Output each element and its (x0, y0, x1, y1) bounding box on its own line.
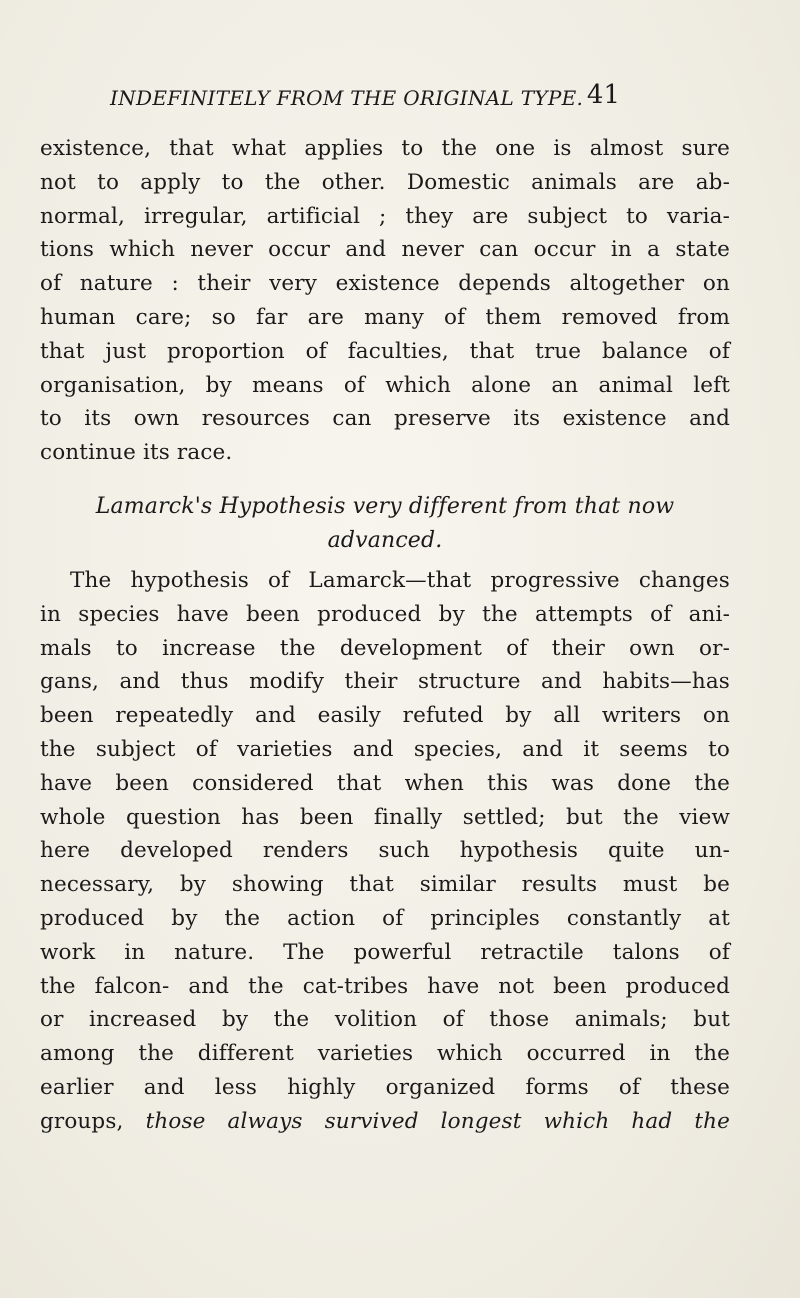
text-line: The hypothesis of Lamarck—that progressive changes (70, 568, 730, 593)
text-line: the falcon- and the cat-tribes have not been produced (40, 973, 730, 999)
text-line: work in nature. The powerful retractile talons of (40, 939, 730, 965)
running-title: INDEFINITELY FROM THE ORIGINAL TYPE. (110, 86, 584, 110)
page-number: 41 (586, 80, 620, 110)
section-heading (40, 490, 730, 558)
text-line: human care; so far are many of them removed from (40, 304, 730, 330)
text-line: produced by the action of principles constantly at (40, 905, 730, 931)
text-line: continue its race. (40, 440, 233, 466)
text-line: existence, that what applies to the one is almost sure (40, 136, 730, 161)
text-line: have been considered that when this was done the (40, 770, 730, 796)
text-line: gans, and thus modify their structure and habits—has (40, 669, 730, 695)
text-line: in species have been produced by the attempts of ani- (40, 601, 730, 627)
paragraph-existence (40, 132, 730, 470)
text-line: of nature : their very existence depends altogether on (40, 271, 730, 297)
text-line: or increased by the volition of those animals; but (40, 1007, 730, 1033)
text-line: whole question has been finally settled; but the view (40, 804, 730, 830)
text-line: the subject of varieties and species, and it seems to (40, 736, 730, 762)
text-line: among the different varieties which occurred in the (40, 1041, 730, 1067)
section-heading-line: Lamarck's Hypothesis very different from that now (95, 494, 675, 519)
paragraph-lamarck (40, 564, 730, 1139)
text-line: mals to increase the development of their own or- (40, 635, 730, 661)
text-line: to its own resources can preserve its existence and (40, 406, 730, 432)
running-head (110, 80, 620, 116)
text-line: tions which never occur and never can occur in a state (40, 237, 730, 263)
text-line: normal, irregular, artificial ; they are subject to varia- (40, 203, 730, 229)
section-heading-line: advanced. (327, 527, 443, 553)
text-line-final (40, 1105, 730, 1139)
final-line-italic: those always survived longest which had the (145, 1108, 730, 1134)
text-line: necessary, by showing that similar results must be (40, 872, 730, 898)
text-line: organisation, by means of which alone an animal left (40, 372, 730, 398)
final-line-start: groups, (40, 1108, 146, 1134)
text-line: here developed renders such hypothesis quite un- (40, 838, 730, 864)
text-line: that just proportion of faculties, that true balance of (40, 338, 730, 364)
text-line: not to apply to the other. Domestic animals are ab- (40, 169, 730, 195)
text-line: earlier and less highly organized forms of these (40, 1074, 730, 1100)
text-line: been repeatedly and easily refuted by all writers on (40, 703, 730, 729)
